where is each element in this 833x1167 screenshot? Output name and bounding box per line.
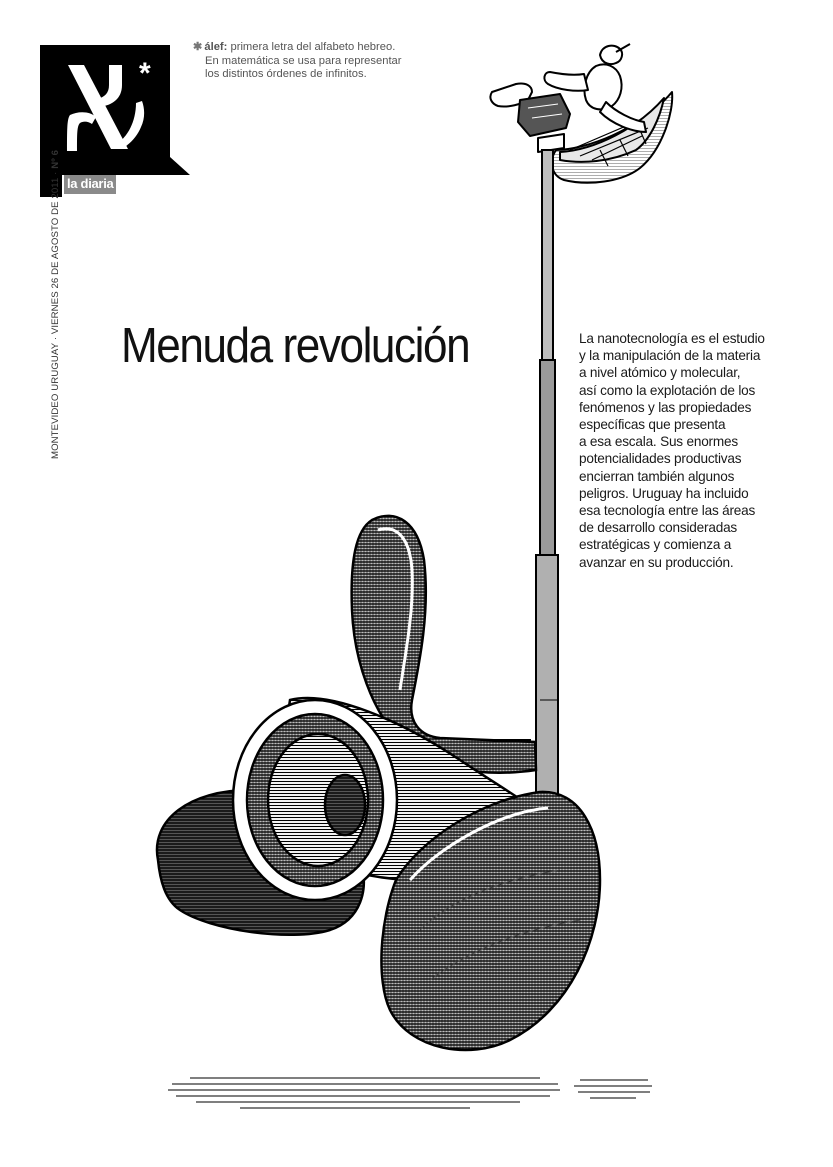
footnote-term: álef: [204,41,228,53]
footnote-line3: los distintos órdenes de infinitos. [205,68,367,80]
lead-line: así como la explotación de los [579,382,756,398]
propeller-hub [233,698,556,900]
ground-shadow [168,1078,652,1108]
boat [552,92,672,183]
page-title: Menuda revolución [121,319,470,373]
propeller-blade-back [157,790,364,935]
outboard-motor [490,83,570,152]
svg-text:*: * [139,57,151,90]
lead-line: fenómenos y las propiedades [579,399,752,415]
lead-line: a esa escala. Sus enormes [579,434,738,450]
lead-line: a nivel atómico y molecular, [579,365,741,381]
lead-line: estratégicas y comienza a [579,537,732,553]
propeller-shaft [536,150,558,805]
lead-line: de desarrollo consideradas [579,520,738,536]
edition-line [49,149,61,459]
edition-text: MONTEVIDEO URUGUAY · VIERNES 26 DE AGOSTO DE 2011 · [50,168,61,459]
lead-line: esa tecnología entre las áreas [579,503,756,519]
masthead-logo [40,45,190,197]
propeller-blade-top [356,520,532,764]
lead-line: específicas que presenta [579,417,726,433]
aleph-footnote [193,41,403,82]
lead-line: avanzar en su producción. [579,554,734,570]
lead-line: potencialidades productivas [579,451,742,467]
lead-line: y la manipulación de la materia [579,348,761,364]
lead-line: encierran también algunos [579,468,735,484]
lead-paragraph [579,330,779,571]
footnote-marker: ✱ [193,41,203,53]
footnote-line1: primera letra del alfabeto hebreo. [227,41,396,53]
rider-figure [544,44,646,132]
lead-line: peligros. Uruguay ha incluido [579,485,749,501]
propeller-blade-bottom [381,792,600,1050]
brand-tag: la diaria [64,175,116,194]
lead-line: La nanotecnología es el estudio [579,331,765,346]
footnote-line2: En matemática se usa para representar [205,54,402,67]
edition-number: Nº 6 [50,149,61,169]
